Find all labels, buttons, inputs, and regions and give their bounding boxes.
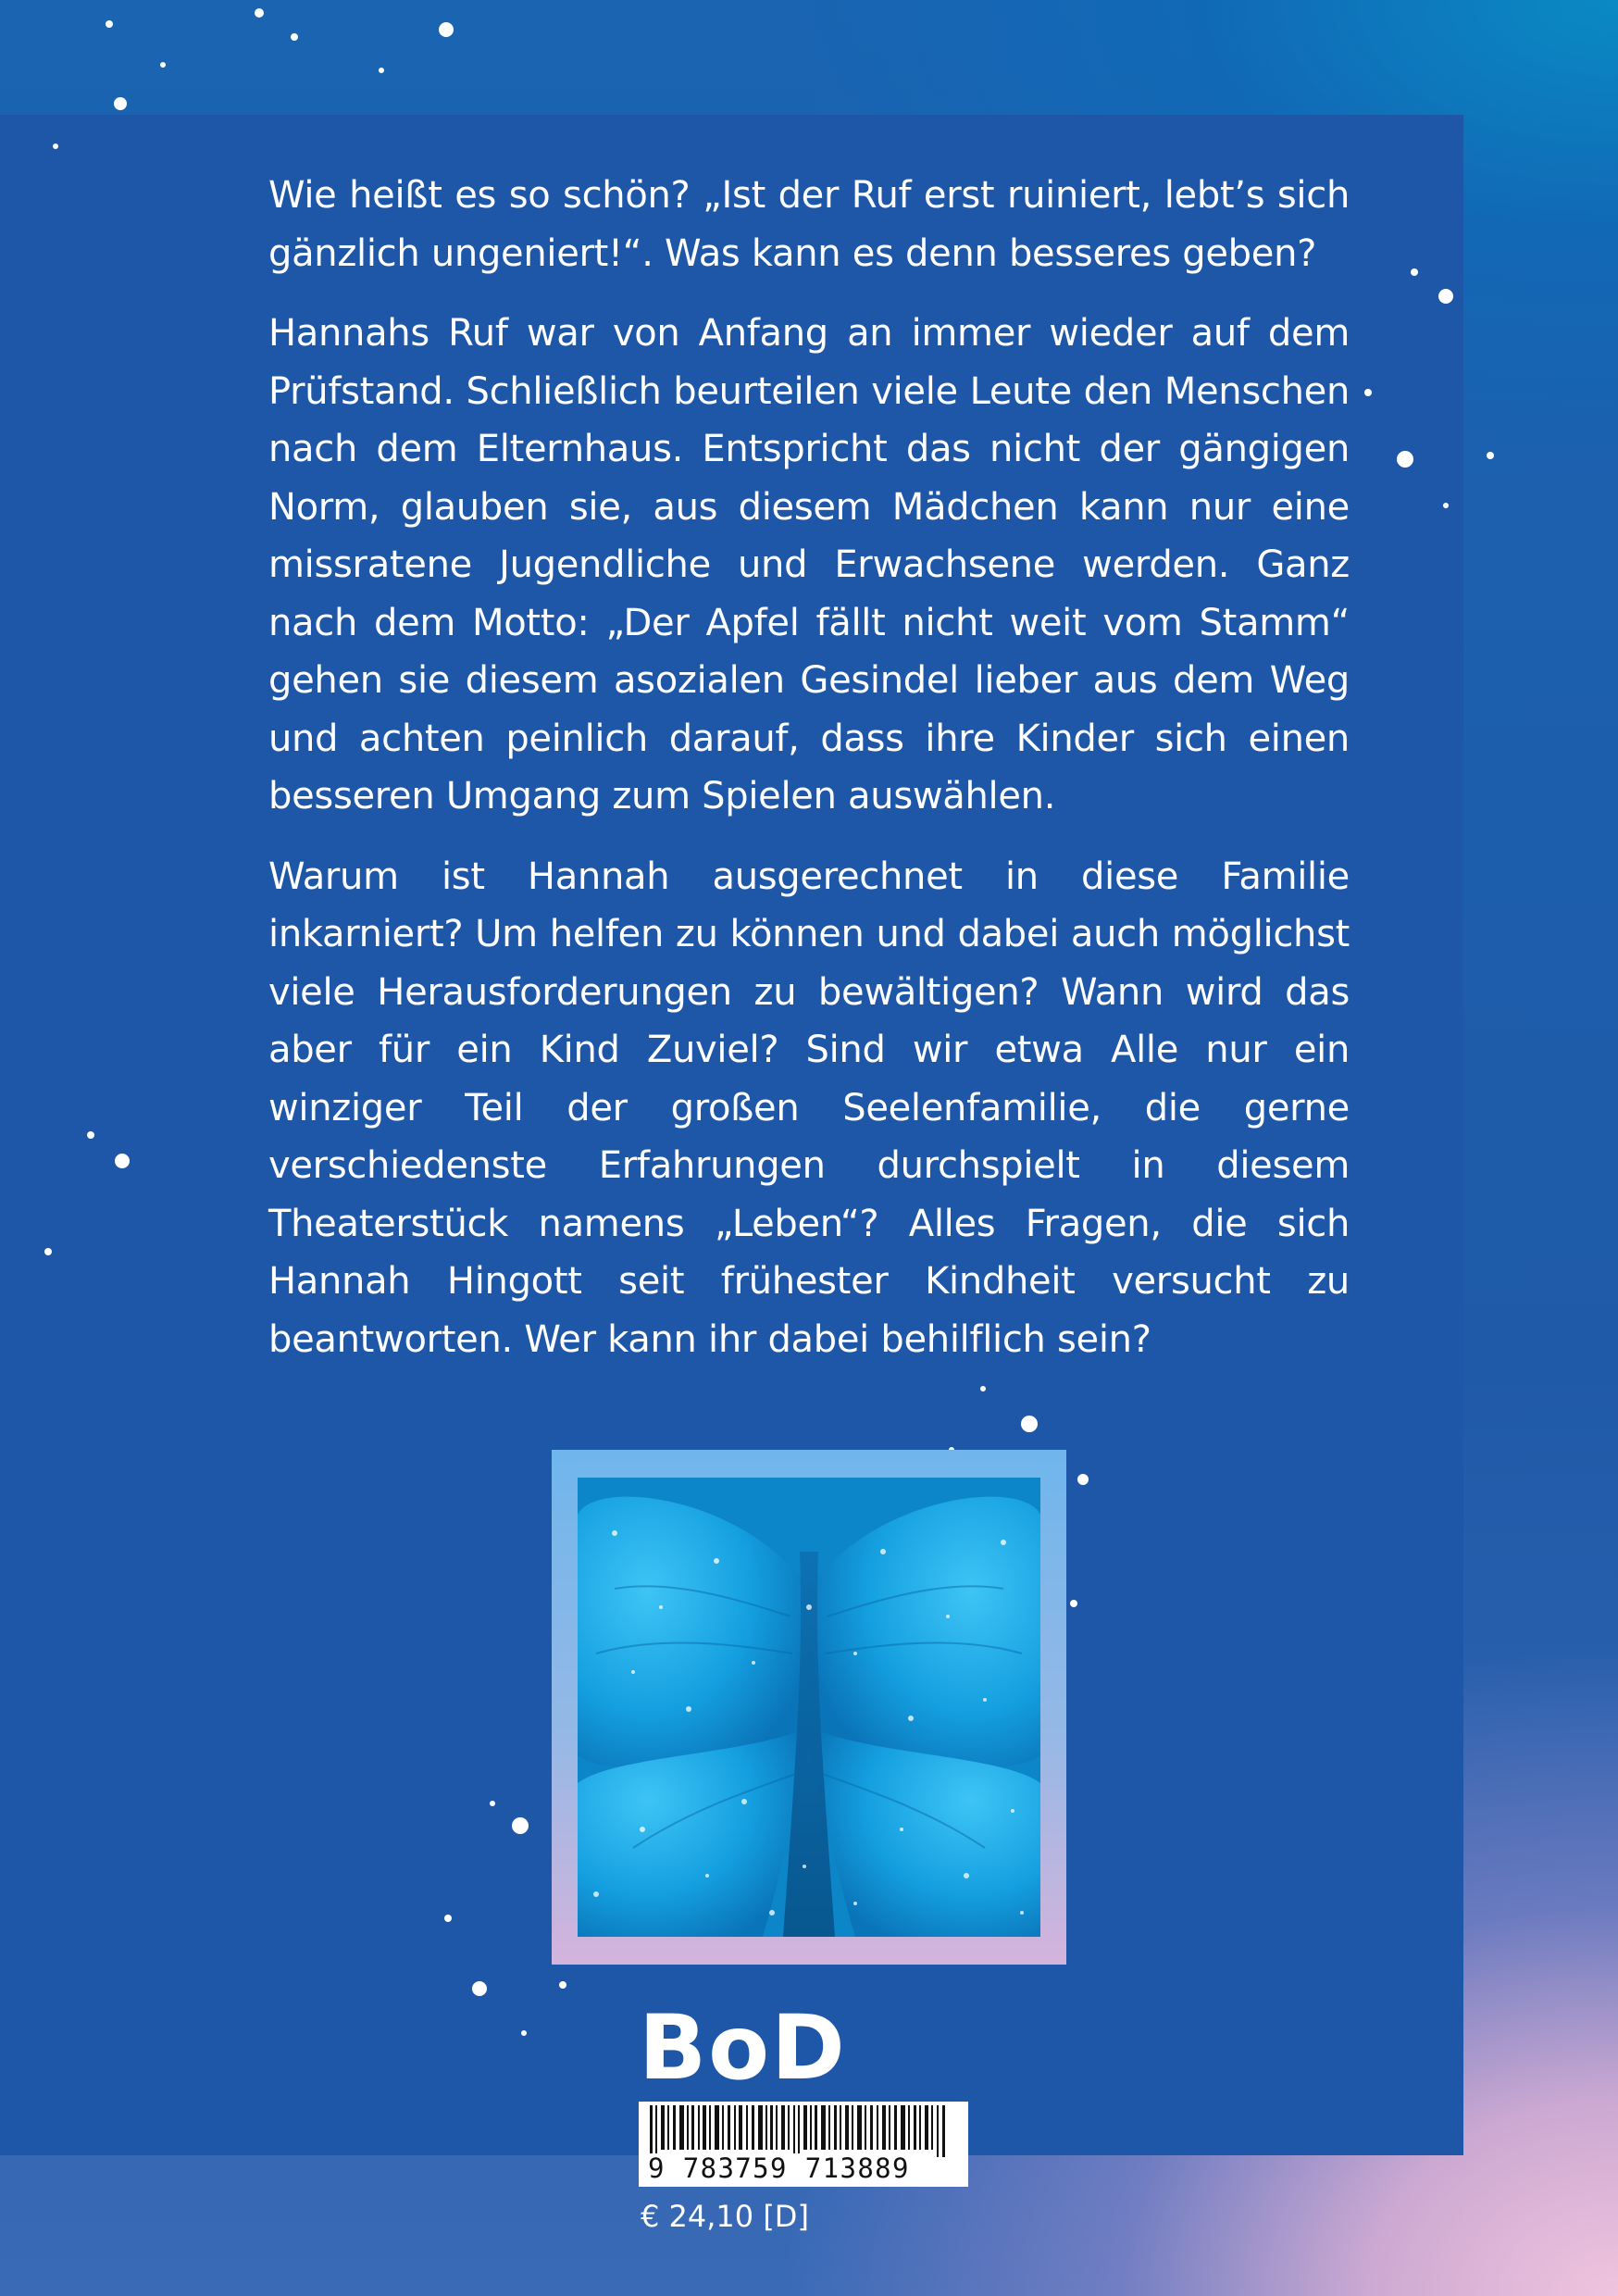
isbn-digits: 9 783759 713889 <box>648 2152 910 2184</box>
blurb-paragraph-3: Warum ist Hannah ausgerechnet in diese Familie inkarniert? Um helfen zu können und dabei auch möglichst viele Herausforderungen zu bewältigen? Wann wird das aber für ein Kind Zuviel? Sind wir etwa Alle nur ein winziger Teil der großen Seelenfamilie, die gerne verschiedenste Erfahrungen durchspielt in diesem Theaterstück namens „Leben“? Alles Fragen, die sich Hannah Hingott seit frühester Kindheit versucht zu beantworten. Wer kann ihr dabei behilflich sein? <box>268 855 1350 1361</box>
barcode-bars <box>648 2105 959 2157</box>
cover-image-frame <box>552 1450 1066 1965</box>
blurb-paragraph-2: Hannahs Ruf war von Anfang an immer wieder auf dem Prüfstand. Schließlich beurteilen viele Leute den Menschen nach dem Elternhaus. Entspricht das nicht der gängigen Norm, glauben sie, aus diesem Mädchen kann nur eine missratene Jugendliche und Erwachsene werden. Ganz nach dem Motto: „Der Apfel fällt nicht weit vom Stamm“ gehen sie diesem asozialen Gesindel lieber aus dem Weg und achten peinlich darauf, dass ihre Kinder sich einen besseren Umgang zum Spielen auswählen. <box>268 312 1350 817</box>
isbn-barcode <box>639 2102 968 2187</box>
blurb-paragraph-1: Wie heißt es so schön? „Ist der Ruf erst ruiniert, lebt’s sich gänzlich ungeniert!“. Was kann es denn besseres geben? <box>268 174 1350 275</box>
price-label: € 24,10 [D] <box>641 2199 809 2234</box>
butterfly-icon <box>578 1478 1040 1937</box>
publisher-logo: BoD <box>639 1996 847 2100</box>
blurb-text <box>268 167 1350 1391</box>
butterfly-image <box>578 1478 1040 1937</box>
